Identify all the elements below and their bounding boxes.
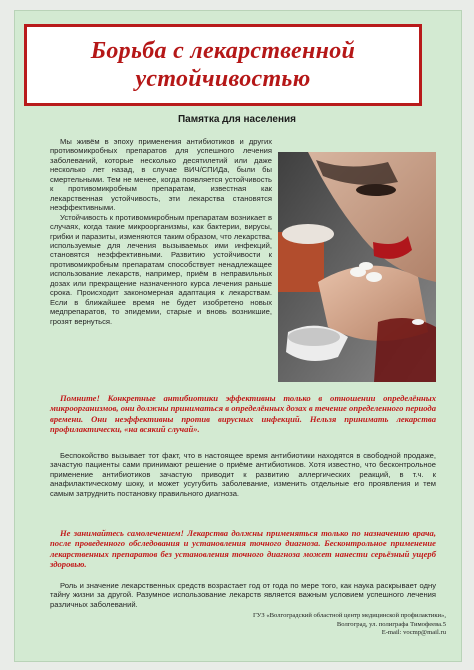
concern-block — [50, 451, 436, 498]
title-line-1: Борьба с лекарственной — [90, 38, 356, 64]
role-block — [50, 581, 436, 609]
title-banner — [24, 24, 422, 106]
paragraph-concern: Беспокойство вызывает тот факт, что в настоящее время антибиотики находятся в свободной продаже, зачастую пациенты сами принимают решение о приёме антибиотиков. Хотя известно, что бесконтрольное применение антибиотиков зачастую приводит к развитию аллергических реакций, в т.ч. к анафилактическому шоку, и может усугубить заболевание, изменить отдельные его проявления и тем самым затруднить постановку правильного диагноза. — [50, 451, 436, 498]
warning-block-2 — [50, 528, 436, 570]
pills-photo-illustration — [278, 152, 436, 382]
paragraph-intro: Мы живём в эпоху применения антибиотиков и других противомикробных препаратов для успешного лечения заболеваний, которые несколько десятилетий или даже несколько лет назад, в случае ВИЧ/СПИДа, были бы смертельными. Тем не менее, когда появляется устойчивость к противомикробным препаратам, известная как лекарственная устойчивость, эти лекарства становятся неэффективными. — [50, 137, 272, 213]
warning-block-1 — [50, 393, 436, 435]
footer-email: E-mail: vocmp@mail.ru — [381, 629, 446, 636]
subtitle: Памятка для населения — [177, 114, 297, 125]
title-line-2: устойчивостью — [135, 66, 311, 92]
warning-remember: Помните! Конкретные антибиотики эффективны только в отношении определённых микроорганизмов, они должны приниматься в определённых дозах в течение определенного периода времени. Они неэффективны против вирусных инфекций. Нельзя принимать лекарства профилактически, «на всякий случай». — [50, 393, 436, 435]
paragraph-resistance: Устойчивость к противомикробным препаратам возникает в случаях, когда такие микроорганизмы, как бактерии, вирусы, грибки и паразиты, изменяются таким образом, что лекарства, используемые для лечения вызываемых ими инфекций, становятся неэффективными. Развитию устойчивости к противомикробным препаратам способствует ненадлежащее использование лекарств, например, приём в неправильных дозах или прекращение назначенного курса лечения раньше срока. Происходит закономерная адаптация к лекарствам. Если в ближайшее время не будет изобретено новых медпрепаратов, то эпидемии, старые и вновь возникшие, грозят вернуться. — [50, 212, 272, 326]
paragraph-role: Роль и значение лекарственных средств возрастает год от года по мере того, как наука раскрывает одну тайну жизни за другой. Разумное использование лекарств является важным условием успешного лечения различных заболеваний. — [50, 581, 436, 609]
left-column — [50, 137, 272, 326]
warning-self-treatment: Не занимайтесь самолечением! Лекарства должны применяться только по назначению врача, после проведенного обследования и установления точного диагноза. Бесконтрольное применение лекарственных препаратов без установления точного диагноза может нанести серьёзный ущерб здоровью. — [50, 528, 436, 570]
footer-org-name: ГУЗ «Волгоградский областной центр медицинской профилактики», — [253, 612, 446, 619]
organization-footer — [253, 612, 446, 638]
pills-photo — [278, 152, 436, 382]
footer-address: Волгоград, ул. полиграфа Тимофеева.5 — [336, 620, 446, 628]
